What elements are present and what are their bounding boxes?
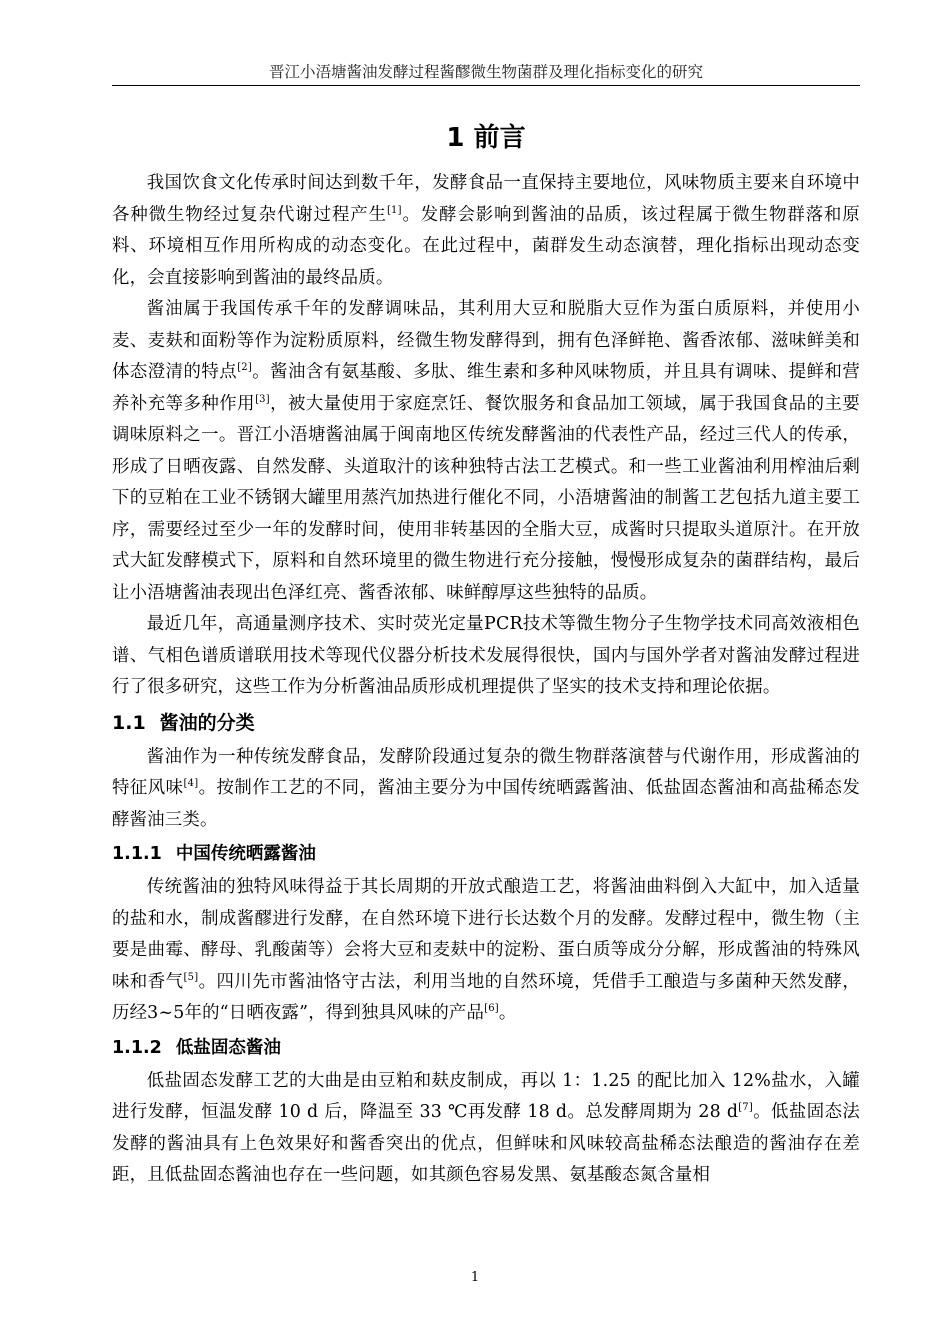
text-run: 。按制作工艺的不同，酱油主要分为中国传统晒露酱油、低盐固态酱油和高盐稀态发酵酱油三类。 <box>112 778 860 830</box>
section-heading-1-1-1 <box>112 838 860 870</box>
text-run: 酱油作为一种传统发酵食品，发酵阶段通过复杂的微生物群落演替与代谢作用，形成酱油的特征风味 <box>112 746 860 798</box>
citation[interactable]: [7] <box>738 1102 753 1114</box>
citation[interactable]: [5] <box>183 971 199 983</box>
section-number: 1.1.1 <box>112 844 162 864</box>
section-number: 1.1.2 <box>112 1037 162 1058</box>
citation[interactable]: [3] <box>255 393 270 405</box>
section-number: 1.1 <box>112 711 146 734</box>
section-1-1-paragraph <box>112 742 860 837</box>
section-heading-1-1-2 <box>112 1032 860 1064</box>
chapter-title: 1 前言 <box>446 123 526 153</box>
text-run: 。 <box>498 1003 517 1023</box>
intro-paragraph-3: 最近几年，高通量测序技术、实时荧光定量PCR技术等微生物分子生物学技术同高效液相色谱、气相色谱质谱联用技术等现代仪器分析技术发展得很快，国内与国外学者对酱油发酵过程进行了很多研究，这些工作为分析酱油品质形成机理提供了坚实的技术支持和理论依据。 <box>112 614 860 697</box>
intro-paragraph-1 <box>112 168 860 294</box>
section-title: 低盐固态酱油 <box>175 1037 281 1058</box>
text-run: 低盐固态发酵工艺的大曲是由豆粕和麸皮制成，再以 1：1.25 的配比加入 12%盐水，入罐进行发酵，恒温发酵 10 d 后，降温至 33 ℃再发酵 18 d。总发酵周期为 28 d <box>112 1070 860 1122</box>
citation[interactable]: [1] <box>386 204 402 216</box>
section-1-1-2-paragraph <box>112 1066 860 1192</box>
section-title: 中国传统晒露酱油 <box>175 844 316 864</box>
intro-paragraph-2 <box>112 294 860 609</box>
text-run: 我国饮食文化传承时间达到数千年，发酵食品一直保持主要地位，风味物质主要来自环境中各种微生物经过复杂代谢过程产生 <box>112 173 860 225</box>
citation[interactable]: [4] <box>183 778 199 790</box>
page-body <box>112 118 860 1192</box>
page-number: 1 <box>470 1270 480 1285</box>
text-run: ，被大量使用于家庭烹饪、餐饮服务和食品加工领域，属于我国食品的主要调味原料之一。晋江小浯塘酱油属于闽南地区传统发酵酱油的代表性产品，经过三代人的传承，形成了日晒夜露、自然发酵、头道取汁的该种独特古法工艺模式。和一些工业酱油利用榨油后剩下的豆粕在工业不锈钢大罐里用蒸汽加热进行催化不同，小浯塘酱油的制酱工艺包括九道主要工序，需要经过至少一年的发酵时间，使用非转基因的全脂大豆，成酱时只提取头道原汁。在开放式大缸发酵模式下，原料和自然环境里的微生物进行充分接触，慢慢形成复杂的菌群结构，最后让小浯塘酱油表现出色泽红亮、酱香浓郁、味鲜醇厚这些独特的品质。 <box>112 393 860 603</box>
header-rule <box>112 85 860 86</box>
text-run: 。低盐固态法发酵的酱油具有上色效果好和酱香突出的优点，但鲜味和风味较高盐稀态法酿造的酱油存在差距，且低盐固态酱油也存在一些问题，如其颜色容易发黑、氨基酸态氮含量相 <box>112 1102 861 1185</box>
text-run: 。酱油含有氨基酸、多肽、维生素和多种风味物质，并且具有调味、提鲜和营养补充等多种作用 <box>112 362 860 414</box>
citation[interactable]: [2] <box>237 362 252 374</box>
section-1-1-1-paragraph <box>112 872 860 1030</box>
section-title: 酱油的分类 <box>159 711 255 734</box>
text-run: 酱油属于我国传承千年的发酵调味品，其利用大豆和脱脂大豆作为蛋白质原料，并使用小麦、麦麸和面粉等作为淀粉质原料，经微生物发酵得到，拥有色泽鲜艳、酱香浓郁、滋味鲜美和体态澄清的特点 <box>112 299 860 382</box>
text-run: 。四川先市酱油恪守古法，利用当地的自然环境，凭借手工酿造与多菌种天然发酵，历经3~5年的“日晒夜露”，得到独具风味的产品 <box>112 971 860 1023</box>
section-heading-1-1 <box>112 706 860 740</box>
text-run: 。发酵会影响到酱油的品质，该过程属于微生物群落和原料、环境相互作用所构成的动态变化。在此过程中，菌群发生动态演替，理化指标出现动态变化，会直接影响到酱油的最终品质。 <box>112 204 860 288</box>
citation[interactable]: [6] <box>484 1003 499 1015</box>
text-run: 传统酱油的独特风味得益于其长周期的开放式酿造工艺，将酱油曲料倒入大缸中，加入适量的盐和水，制成酱醪进行发酵，在自然环境下进行长达数个月的发酵。发酵过程中，微生物（主要是曲霉、酵母、乳酸菌等）会将大豆和麦麸中的淀粉、蛋白质等成分分解，形成酱油的特殊风味和香气 <box>112 877 860 992</box>
running-header: 晋江小浯塘酱油发酵过程酱醪微生物菌群及理化指标变化的研究 <box>268 63 703 81</box>
